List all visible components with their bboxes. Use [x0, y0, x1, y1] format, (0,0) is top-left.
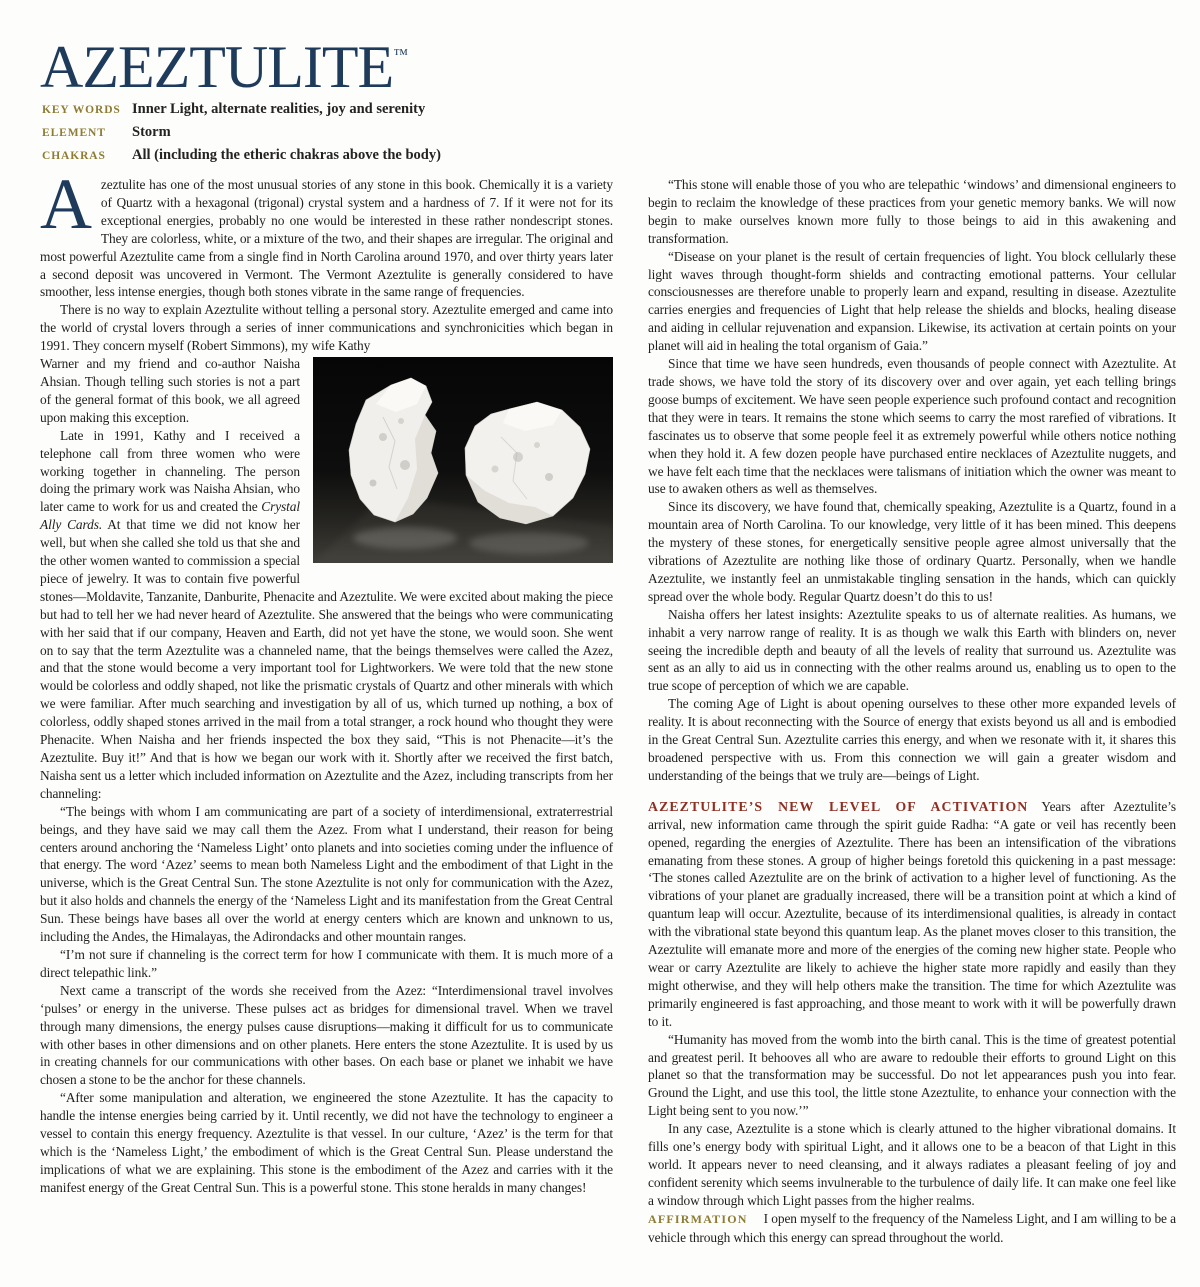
paragraph-azez-transcript-continued: [40, 1089, 613, 1196]
paragraph-age-of-light: [648, 695, 1176, 785]
paragraph-text: Naisha offers her latest insights: Azeztulite speaks to us of alternate realities. As humans, we inhabit a very narrow range of reality. It is as though we walk this Earth with blinders on, never seeing the incredible depth and beauty of all the levels of reality that surround us. Azeztulite was sent as an ally to aid us in connecting with the other realms around us, enabling us to open to the true scope of perception of which we are capable.: [648, 606, 1176, 694]
meta-label-chakras: CHAKRAS: [42, 150, 106, 162]
book-title-crystal-ally-cards: Crystal Ally Cards.: [40, 499, 300, 533]
paragraph-text: “Humanity has moved from the womb into the birth canal. This is the time of greatest potential and greatest peril. It behooves all who are aware to redouble their efforts to ground Light on this planet so that the transformation may be successful. Do not let appearances push you into fear. Ground the Light, and use this tool, the little stone Azeztulite, to enhance your connection with the Light being sent to you now.’”: [648, 1031, 1176, 1119]
meta-value-chakras: All (including the etheric chakras above the body): [132, 147, 441, 163]
paragraph-text: “Disease on your planet is the result of certain frequencies of light. You block cellularly these light waves through thought-form shields and contracting emotional patterns. Your cellular consciousnesses are therefore unable to properly learn and expand, resulting in disease. Azeztulite carries energies and frequencies of Light that help release the shields and blocks, healing disease and aiding in cellular rejuvenation and expansion. Likewise, its activation at certain points on your planet will aid in healing the total organism of Gaia.”: [648, 248, 1176, 354]
stones-image: [313, 357, 613, 563]
paragraph-text: “After some manipulation and alteration, we engineered the stone Azeztulite. It has the capacity to handle the intense energies being carried by it. Until recently, we did not have the technology to engineer a vessel to contain this energy frequency. Azeztulite is that vessel. In our culture, ‘Azez’ is the term for that which is the ‘Nameless Light,’ the embodiment of which is the Great Central Sun. Please understand the implications of what we are explaining. This stone is the embodiment of the Azez and carries with it the manifest energy of the Great Central Sun. This is a powerful stone. This stone heralds in many changes!: [40, 1090, 613, 1195]
meta-value-element: Storm: [132, 124, 171, 140]
paragraph-text: “This stone will enable those of you who are telepathic ‘windows’ and dimensional engineers to begin to reclaim the knowledge of these practices from your genetic memory banks. We will now begin to make ourselves known more fully to those beings to aid in this awakening and transformation.: [648, 177, 1176, 246]
paragraph-humanity-birth-canal: [648, 1031, 1176, 1121]
paragraph-text: Since its discovery, we have found that, chemically speaking, Azeztulite is a Quartz, found in a mountain area of North Carolina. To our knowledge, very little of it has been mined. This deepens the mystery of these stones, for energetically sensitive people agree almost universally that the vibrations of Azeztulite are nothing like those of ordinary Quartz. Personally, when we handle Azeztulite, we instantly feel an unmistakable tingling sensation in the hands, which can quickly spread over the whole body. Regular Quartz doesn’t do this to us!: [648, 499, 1176, 604]
page-title: [40, 24, 409, 98]
paragraph-text: Late in 1991, Kathy and I received a telephone call from three women who were working together in channeling. The person doing the primary work was Naisha Ahsian, who later came to work for us and created the: [40, 427, 300, 515]
azeztulite-photo: [313, 357, 613, 563]
meta-label-key-words: KEY WORDS: [42, 104, 121, 116]
left-column: [40, 164, 613, 1197]
paragraph-text: There is no way to explain Azeztulite without telling a personal story. Azeztulite emerged and came into the world of crystal lovers through a series of inner communications and synchronicities which began in 1991. They concern myself (Robert Simmons), my wife Kathy: [40, 302, 613, 354]
section-activation: [648, 798, 1176, 1031]
affirmation-label: AFFIRMATION: [648, 1211, 748, 1226]
paragraph-in-any-case: [648, 1120, 1176, 1210]
paragraph-text: At that time we did not know her well, but when she called she told us that she and the other women wanted to commission a special piece of jewelry. It was to contain five powerful stones—Moldavite, Tanzanite, Danburite, Phenacite and Azeztulite. We were excited about making the piece but had to tell her we had never heard of Azeztulite. She answered that the beings who were communicating with her said that if our company, Heaven and Earth, did not yet have the stone, we would soon. She went on to say that the term Azeztulite was a channeled name, that the beings themselves were called the Azez, and that the stone would become a very important tool for Lightworkers. We were told that the new stone would be colorless and oddly shaped, not like the prismatic crystals of Quartz and other minerals with which we were familiar. After much searching and investigation by all of us, which turned up nothing, a box of colorless, oddly shaped stones arrived in the mail from a total stranger, a rock hound who thought they were Phenacite. When Naisha and her friends inspected the box they said, “This is not Phenacite—it’s the Azeztulite. Buy it!” And that is how we began our work with it. Shortly after we received the first batch, Naisha sent us a letter which included information on Azeztulite and the Azez, including transcripts from her channeling:: [40, 517, 613, 801]
paragraph-azez-transcript: [40, 982, 613, 1089]
meta-label-element: ELEMENT: [42, 127, 106, 139]
paragraph-text: Years after Azeztulite’s arrival, new information came through the spirit guide Radha: “A gate or veil has recently been opened, regarding the energies of Azeztulite. There has been an intensification of the vibrations emanating from these stones. A group of higher beings foretold this quickening in a past message: ‘The stones called Azeztulite are on the brink of activation to a higher level of functioning. As the vibrations of your planet are gradually increased, there will be a transition point at which a kind of quantum leap will occur. Azeztulite, because of its interdimensional qualities, is already in contact with the vibrational state beyond this quantum leap. As the planet moves closer to this transition, the Azeztulite will emanate more and more of the energies of the coming new higher state. People who wear or carry Azeztulite are likely to achieve the higher state more rapidly and easily than they might otherwise, and they will help others make the transition. The time for which Azeztulite was primarily engineered is fast approaching, and those meant to work with it will be powerfully drawn to it.: [648, 798, 1176, 1029]
right-stone-reflection: [469, 532, 589, 554]
meta-row-element: [42, 121, 441, 144]
paragraph-text: “I’m not sure if channeling is the correct term for how I communicate with them. It is much more of a direct telepathic link.”: [40, 946, 613, 980]
paragraph-text: zeztulite has one of the most unusual stories of any stone in this book. Chemically it is a variety of Quartz with a hexagonal (trigonal) crystal system and a hardness of 7. If it were not for its exceptional energies, probably no one would be interested in these rather nondescript stones. They are colorless, white, or a mixture of the two, and their shapes are irregular. The original and most powerful Azeztulite came from a single find in North Carolina around 1970, and over thirty years later a second deposit was uncovered in Vermont. The Vermont Azeztulite is generally considered to have smoother, less intense energies, though both stones vibrate in the same range of frequencies.: [40, 177, 613, 300]
paragraph-text: Since that time we have seen hundreds, even thousands of people connect with Azeztulite. At trade shows, we have told the story of its discovery over and over again, yet each telling brings goose bumps of excitement. We have seen people experience such profound contact and recognition that they were in tears. It remains the stone which seems to carry the most rarefied of vibrations. It fascinates us to observe that some people feel it as extremely powerful while others notice nothing when they hold it. A few dozen people have purchased entire necklaces of Azeztulite nuggets, and we have felt each time that the necklaces were talismans of initiation which the owner was meant to use to awaken others as well as themselves.: [648, 356, 1176, 497]
paragraph-text: Next came a transcript of the words she received from the Azez: “Interdimensional travel involves ‘pulses’ or energy in the universe. These pulses act as bridges for dimensional travel. When we travel through many dimensions, the energy pulses cause disruptions—making it difficult for us to communicate with other bases in other dimensions and on other planets. Here enters the stone Azeztulite. It is used by us in creating channels for our communications with other bases. On each base or planet we inhabit we have chosen a stone to be the anchor for these channels.: [40, 982, 613, 1088]
paragraph-text: Warner and my friend and co-author Naisha Ahsian. Though telling such stories is not a part of the general format of this book, we all agreed upon making this exception.: [40, 356, 300, 425]
paragraph-text: The coming Age of Light is about opening ourselves to these other more expanded levels of reality. It is about reconnecting with the Source of energy that exists beyond us all and is embodied in the Great Central Sun. Azeztulite carries this energy, and when we resonate with it, it shares this broadened perspective with us. From this connection we will gain a greater wisdom and understanding of the beings that we truly are—beings of Light.: [648, 696, 1176, 783]
affirmation: [648, 1210, 1176, 1247]
paragraph-trade-shows: [648, 355, 1176, 498]
paragraph-disease-quote: [648, 248, 1176, 355]
paragraph-intro: [40, 164, 613, 301]
paragraph-since-discovery: [648, 498, 1176, 605]
paragraph-telepathic-windows: [648, 176, 1176, 248]
affirmation-text: I open myself to the frequency of the Nameless Light, and I am willing to be a vehicle through which this energy can spread throughout the world.: [648, 1210, 1176, 1245]
drop-cap: A: [40, 164, 92, 244]
meta-row-chakras: [42, 144, 441, 167]
paragraph-text: In any case, Azeztulite is a stone which is clearly attuned to the higher vibrational domains. It fills one’s energy body with spiritual Light, and it allows one to be a beacon of that Light in this world. It appears never to need cleansing, and it always radiates a pleasant feeling of joy and confident serenity which seems invulnerable to the turbulence of daily life. It can make one feel like a window through which Light passes from the higher realms.: [648, 1121, 1176, 1208]
paragraph-channeling-quote-beings: [40, 803, 613, 946]
trademark-symbol: ™: [393, 47, 409, 63]
paragraph-text: “The beings with whom I am communicating are part of a society of interdimensional, extraterrestrial beings, and they have said we may call them the Azez. From what I understand, their reason for being centers around anchoring the ‘Nameless Light’ onto planets and into societies coming under the influence of that energy. The word ‘Azez’ seems to mean both Nameless Light and the embodiment of that Light in the universe, which is the Great Central Sun. The stone Azeztulite is not only for communication with the Azez, but it also holds and channels the energy of the ‘Nameless Light and its manifestation from the Great Central Sun. These beings have bases all over the world at energy centers which are known and unknown to us, including the Andes, the Himalayas, the Adirondacks and other mountain ranges.: [40, 803, 613, 945]
left-stone-reflection: [353, 527, 457, 549]
stone-name: AZEZTULITE: [40, 34, 394, 100]
stone-properties: [42, 98, 441, 167]
paragraph-channeling-quote-telepathic: [40, 946, 613, 982]
meta-row-key-words: [42, 98, 441, 121]
meta-value-key-words: Inner Light, alternate realities, joy and serenity: [132, 101, 426, 117]
right-column: [648, 176, 1176, 1246]
section-heading-activation: AZEZTULITE’S NEW LEVEL OF ACTIVATION: [648, 798, 1029, 814]
paragraph-personal-story: [40, 301, 613, 355]
paragraph-naisha-insights: [648, 606, 1176, 696]
